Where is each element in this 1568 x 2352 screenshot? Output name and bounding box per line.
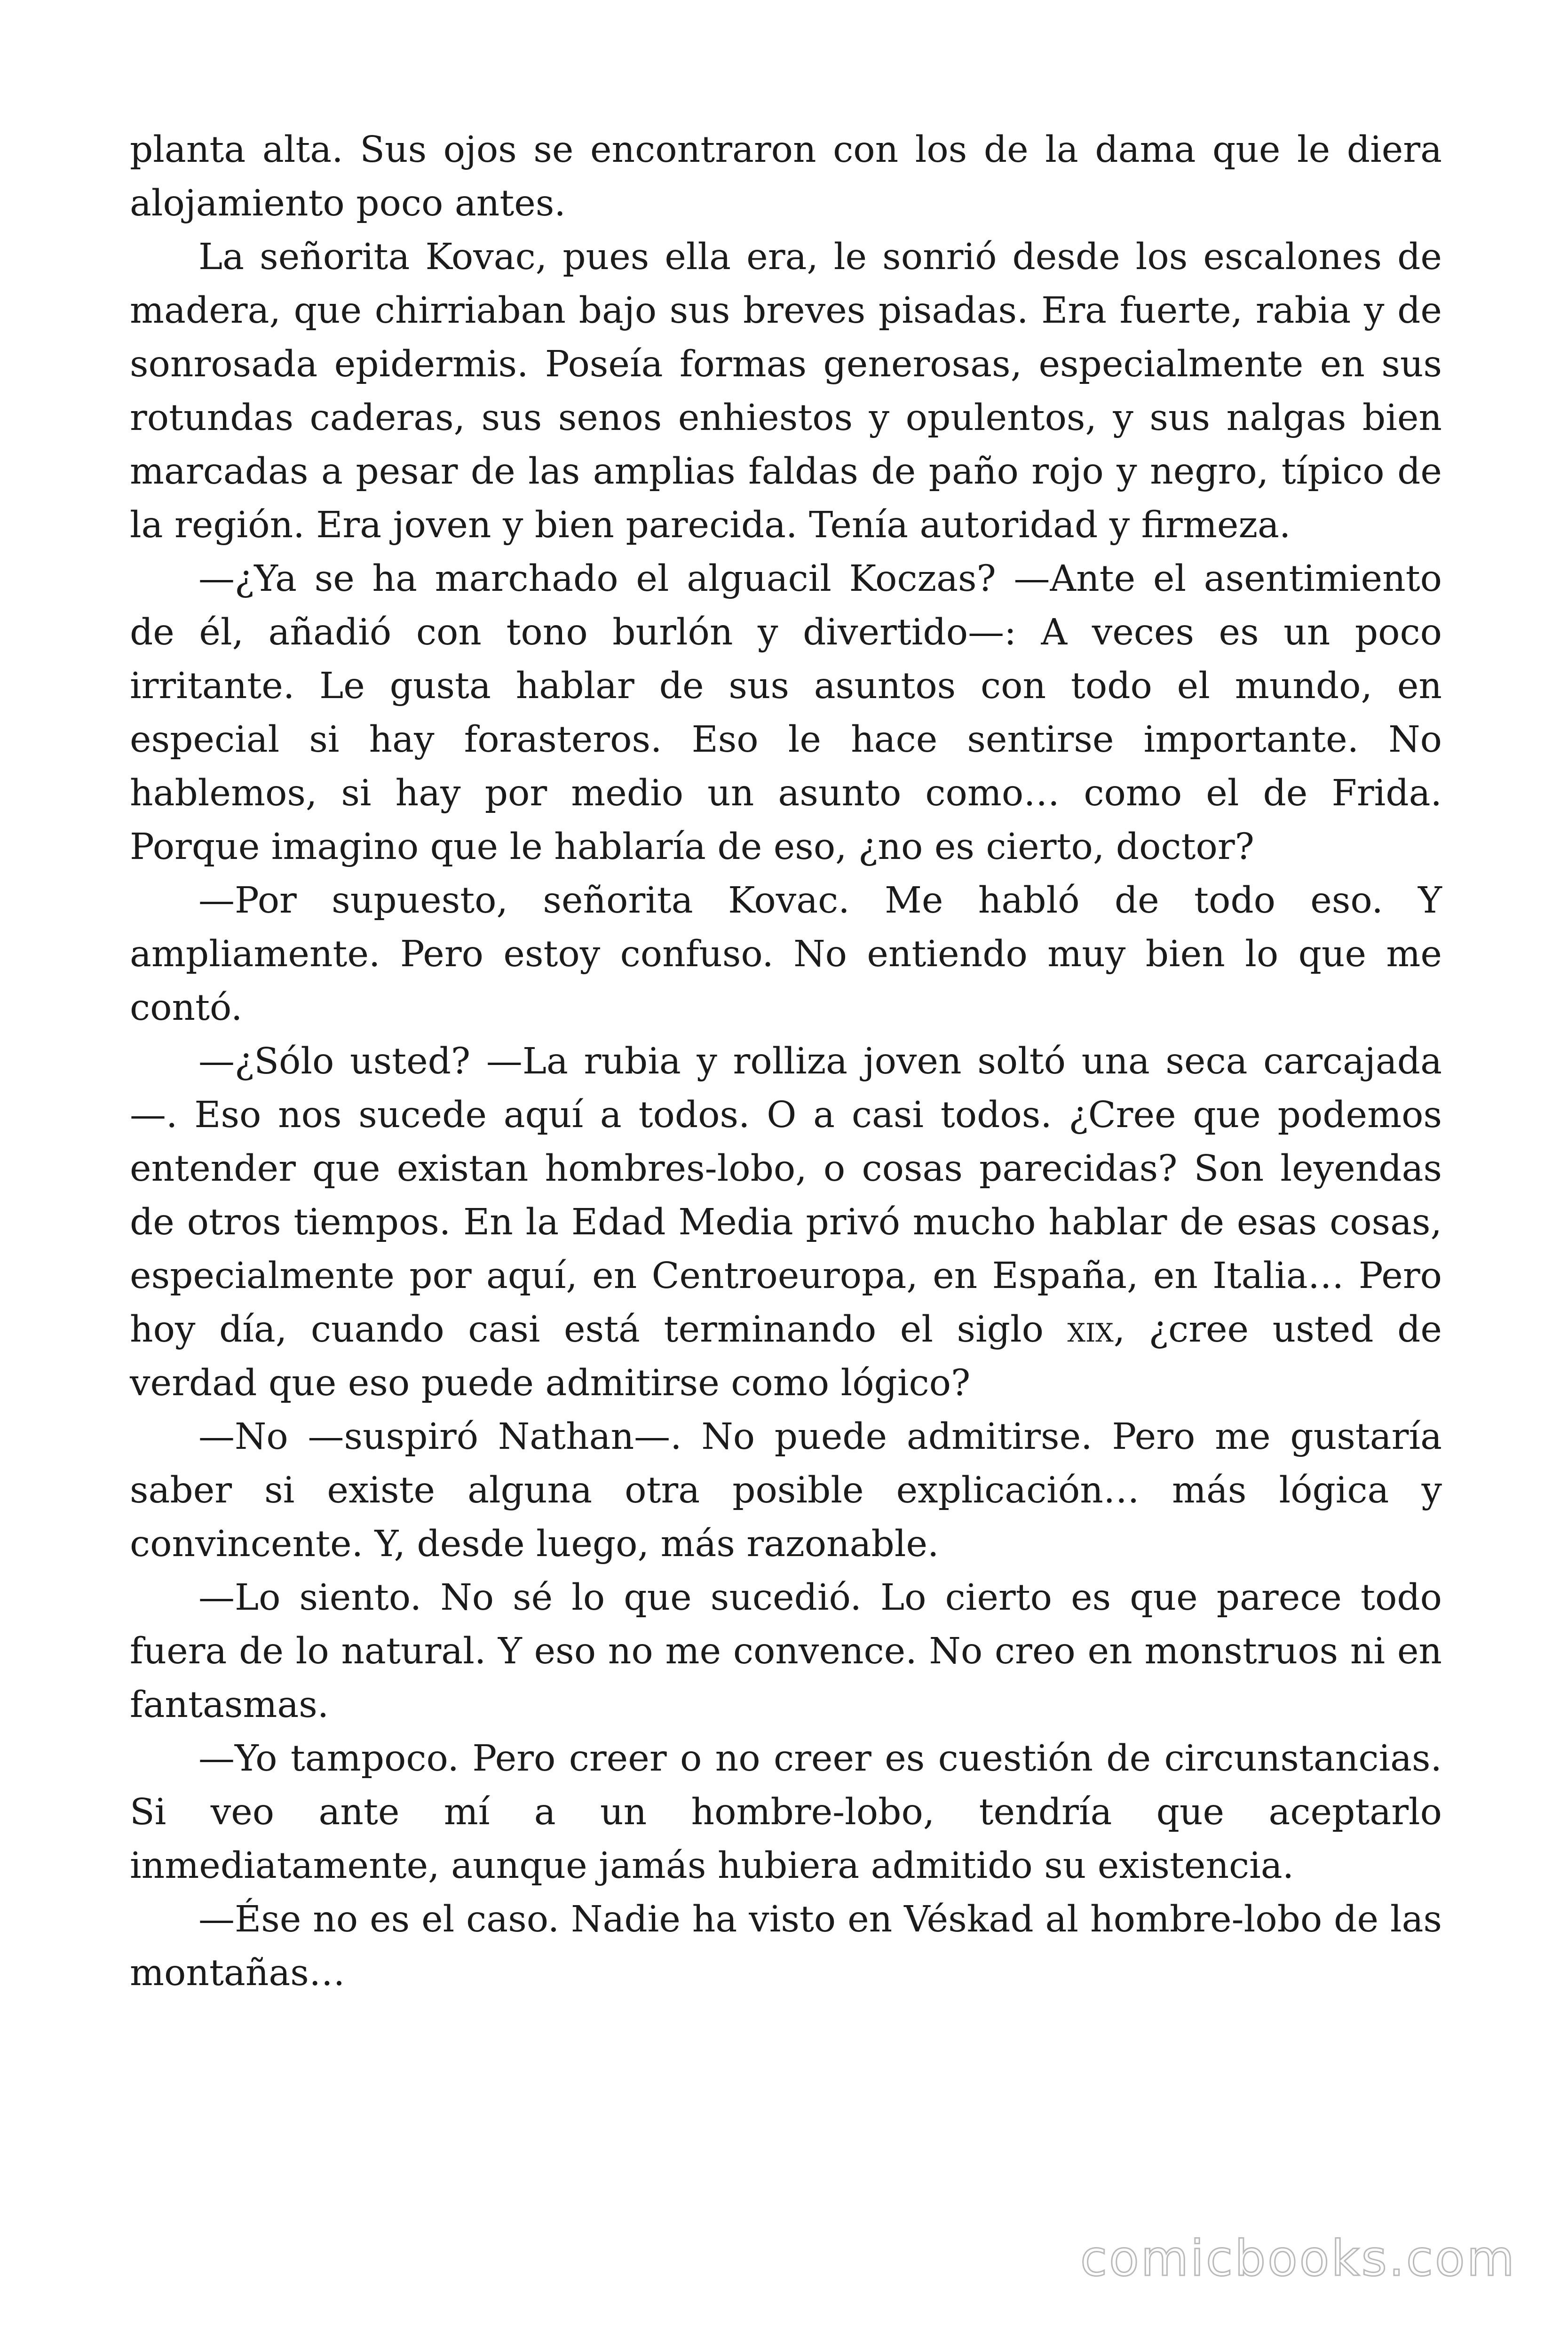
paragraph-5-part-a: —¿Sólo usted? —La rubia y rolliza joven soltó una seca carcajada—. Eso nos sucede aquí a todos. O a casi todos. ¿Cree que podemos entender que existan hombres-lobo, o cosas parecidas? Son leyendas de otros tiempos. En la Edad Media privó mucho hablar de esas cosas, especialmente por aquí, en Centroeuropa, en España, en Italia… Pero hoy día, cuando casi está terminando el siglo (130, 1041, 1442, 1351)
paragraph-1: planta alta. Sus ojos se encontraron con los de la dama que le diera alojamiento poco antes. (130, 129, 1442, 224)
paragraph-4: —Por supuesto, señorita Kovac. Me habló de todo eso. Y ampliamente. Pero estoy confuso. No entiendo muy bien lo que me contó. (130, 880, 1442, 1029)
paragraph-7: —Lo siento. No sé lo que sucedió. Lo cierto es que parece todo fuera de lo natural. Y eso no me convence. No creo en monstruos ni en fantasmas. (130, 1577, 1442, 1726)
paragraph-9: —Ése no es el caso. Nadie ha visto en Véskad al hombre-lobo de las montañas… (130, 1899, 1442, 1994)
paragraph-3: —¿Ya se ha marchado el alguacil Koczas? —Ante el asentimiento de él, añadió con tono burlón y divertido—: A veces es un poco irritante. Le gusta hablar de sus asuntos con todo el mundo, en especial si hay forasteros. Eso le hace sentirse importante. No hablemos, si hay por medio un asunto como… como el de Frida. Porque imagino que le hablaría de eso, ¿no es cierto, doctor? (130, 558, 1442, 868)
page-body (130, 123, 1442, 2000)
paragraph-5-part-b: , ¿cree usted de verdad que eso puede admitirse como lógico? (130, 1309, 1442, 1404)
paragraph-2: La señorita Kovac, pues ella era, le sonrió desde los escalones de madera, que chirriaban bajo sus breves pisadas. Era fuerte, rabia y de sonrosada epidermis. Poseía formas generosas, especialmente en sus rotundas caderas, sus senos enhiestos y opulentos, y sus nalgas bien marcadas a pesar de las amplias faldas de paño rojo y negro, típico de la región. Era joven y bien parecida. Tenía autoridad y firmeza. (130, 236, 1442, 546)
paragraph-8: —Yo tampoco. Pero creer o no creer es cuestión de circunstancias. Si veo ante mí a un hombre-lobo, tendría que aceptarlo inmediatamente, aunque jamás hubiera admitido su existencia. (130, 1738, 1442, 1887)
watermark: comicbooks.com (1080, 2230, 1516, 2287)
paragraph-5 (130, 1035, 1442, 1410)
paragraph-6: —No —suspiró Nathan—. No puede admitirse. Pero me gustaría saber si existe alguna otra posible explicación… más lógica y convincente. Y, desde luego, más razonable. (130, 1416, 1442, 1565)
century-numeral: xix (1067, 1309, 1114, 1351)
